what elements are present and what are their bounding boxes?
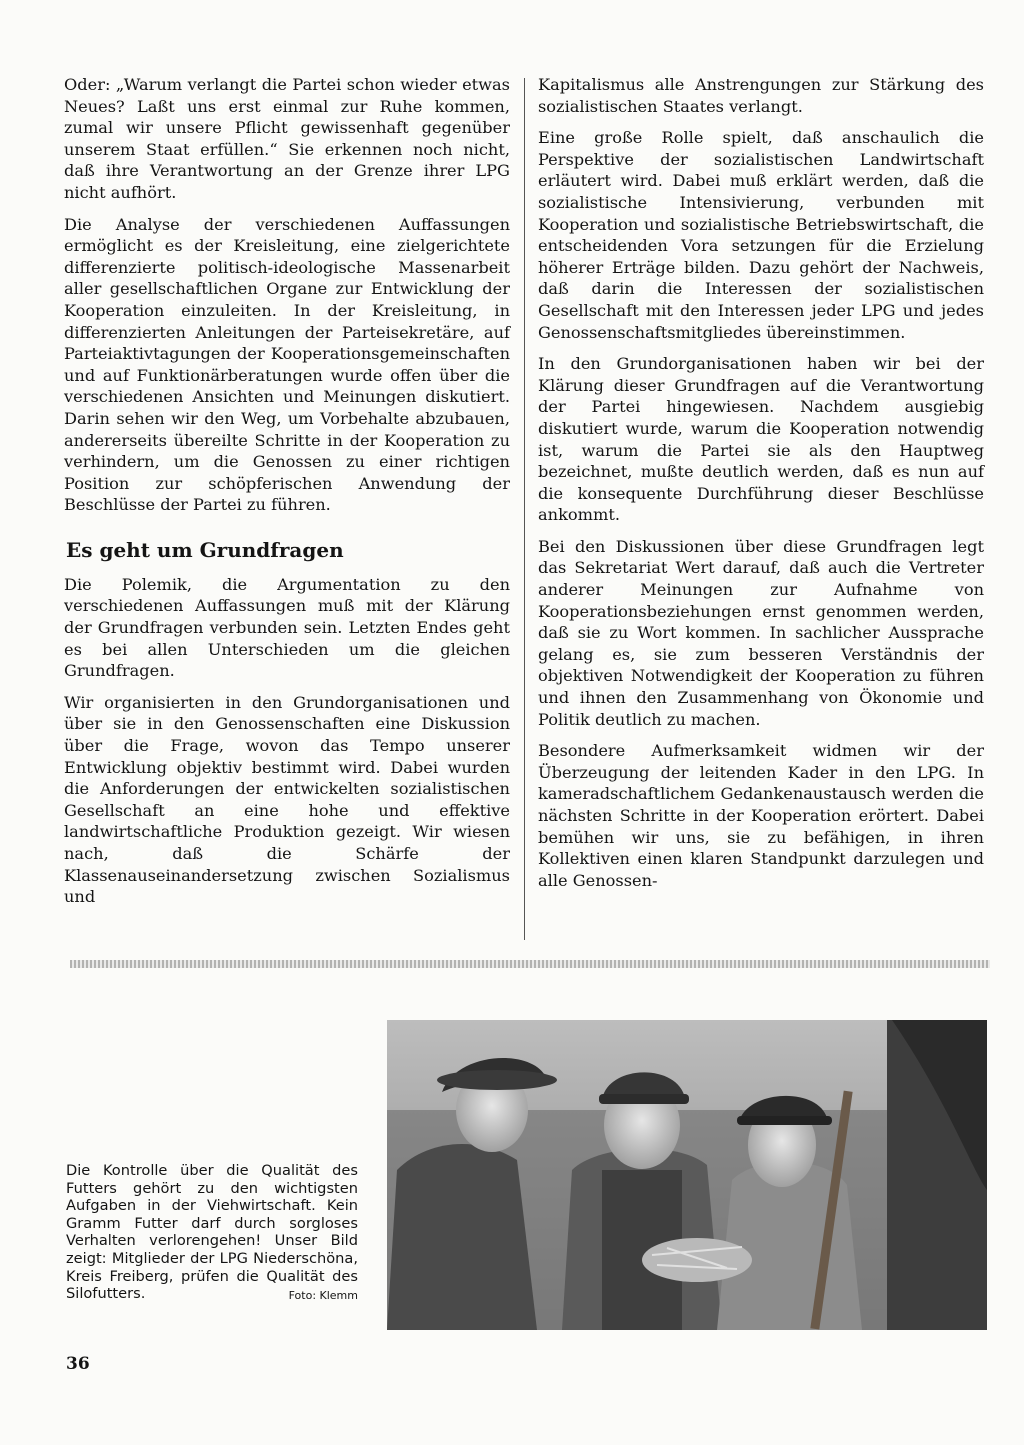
photo-illustration [387,1020,987,1330]
left-paragraph-4: Wir organisierten in den Grundorganisationen und über sie in den Genossenschaften eine Diskussion über die Frage, wovon das Tempo unserer Entwicklung objektiv bestimmt wird. Dabei wurden die Anforderungen der entwickelten sozialistischen Gesellschaft an eine hohe und effektive landwirtschaftliche Produktion gezeigt. Wir wiesen nach, daß die Schärfe der Klassenauseinandersetzung zwischen Sozialismus und [64,692,510,907]
photo-farmers-checking-silage [387,1020,987,1330]
left-paragraph-3: Die Polemik, die Argumentation zu den verschiedenen Auffassungen muß mit der Klärung der Grundfragen verbunden sein. Letzten Endes geht es bei allen Unterschieden um die gleichen Grundfragen. [64,574,510,681]
right-paragraph-2: Eine große Rolle spielt, daß anschaulich die Perspektive der sozialistischen Landwirtschaft erläutert wird. Dabei muß erklärt werden, daß die sozialistische Intensivierung, verbunden mit Kooperation und sozialistische Betriebswirtschaft, die entscheidenden Vora setzungen für die Erzielung höherer Erträge bilden. Dazu gehört der Nachweis, daß darin die Interessen der sozialistischen Gesellschaft mit den Interessen jeder LPG und jedes Genossenschaftsmitgliedes übereinstimmen. [538,128,984,342]
right-paragraph-4: Bei den Diskussionen über diese Grundfragen legt das Sekretariat Wert darauf, daß auch die Vertreter anderer Meinungen zur Aufnahme von Kooperationsbeziehungen ernst genommen werden, daß sie zu Wort kommen. In sachlicher Aussprache gelang es, sie zum besseren Verständnis der objektiven Notwendigkeit der Kooperation zu führen und ihnen den Zusammenhang von Ökonomie und Politik deutlich zu machen. [538,536,984,729]
photo-caption [66,1162,358,1305]
column-divider [524,78,525,940]
right-paragraph-1: Kapitalismus alle Anstrengungen zur Stärkung des sozialistischen Staates verlangt. [538,75,984,116]
caption-text: Die Kontrolle über die Qualität des Futters gehört zu den wichtigsten Aufgaben in der Viehwirtschaft. Kein Gramm Futter darf durch sorgloses Verhalten verlorengehen! Unser Bild zeigt: Mitglieder der LPG Niederschöna, Kreis Freiberg, prüfen die Qualität des Silofutters. [66,1162,358,1303]
section-heading: Es geht um Grundfragen [66,537,344,562]
section-separator [70,960,990,968]
page-number: 36 [66,1354,90,1374]
left-paragraph-2: Die Analyse der verschiedenen Auffassungen ermöglicht es der Kreisleitung, eine zielgerichtete differenzierte politisch-ideologische Massenarbeit aller gesellschaftlichen Organe zur Entwicklung der Kooperation einzuleiten. In der Kreisleitung, in differenzierten Anleitungen der Parteisekretäre, auf Parteiaktivtagungen der Kooperationsgemeinschaften und auf Funktionärberatungen wurde offen über die verschiedenen Ansichten und Meinungen diskutiert. Darin sehen wir den Weg, um Vorbehalte abzubauen, andererseits übereilte Schritte in der Kooperation zu verhindern, um die Genossen zu einer richtigen Position zur schöpferischen Anwendung der Beschlüsse der Partei zu führen. [64,214,510,515]
right-paragraph-3: In den Grundorganisationen haben wir bei der Klärung dieser Grundfragen auf die Verantwortung der Partei hingewiesen. Nachdem ausgiebig diskutiert wurde, warum die Kooperation notwendig ist, warum die Partei sie als den Hauptweg bezeichnet, mußte deutlich werden, daß es nun auf die konsequente Durchführung dieser Beschlüsse ankommt. [538,354,984,525]
left-column [64,74,510,918]
left-paragraph-1: Oder: „Warum verlangt die Partei schon wieder etwas Neues? Laßt uns erst einmal zur Ruhe kommen, zumal wir unsere Pflicht gewissenhaft gegenüber unserem Staat erfüllen.“ Sie erkennen noch nicht, daß ihre Verantwortung an der Grenze ihrer LPG nicht aufhört. [64,75,510,202]
right-column [538,74,984,901]
photo-credit: Foto: Klemm [288,1289,358,1303]
right-paragraph-5: Besondere Aufmerksamkeit widmen wir der Überzeugung der leitenden Kader in den LPG. In kameradschaftlichem Gedankenaustausch werden die nächsten Schritte in der Kooperation erörtert. Dabei bemühen wir uns, sie zu befähigen, in ihren Kollektiven einen klaren Standpunkt darzulegen und alle Genossen- [538,741,984,890]
